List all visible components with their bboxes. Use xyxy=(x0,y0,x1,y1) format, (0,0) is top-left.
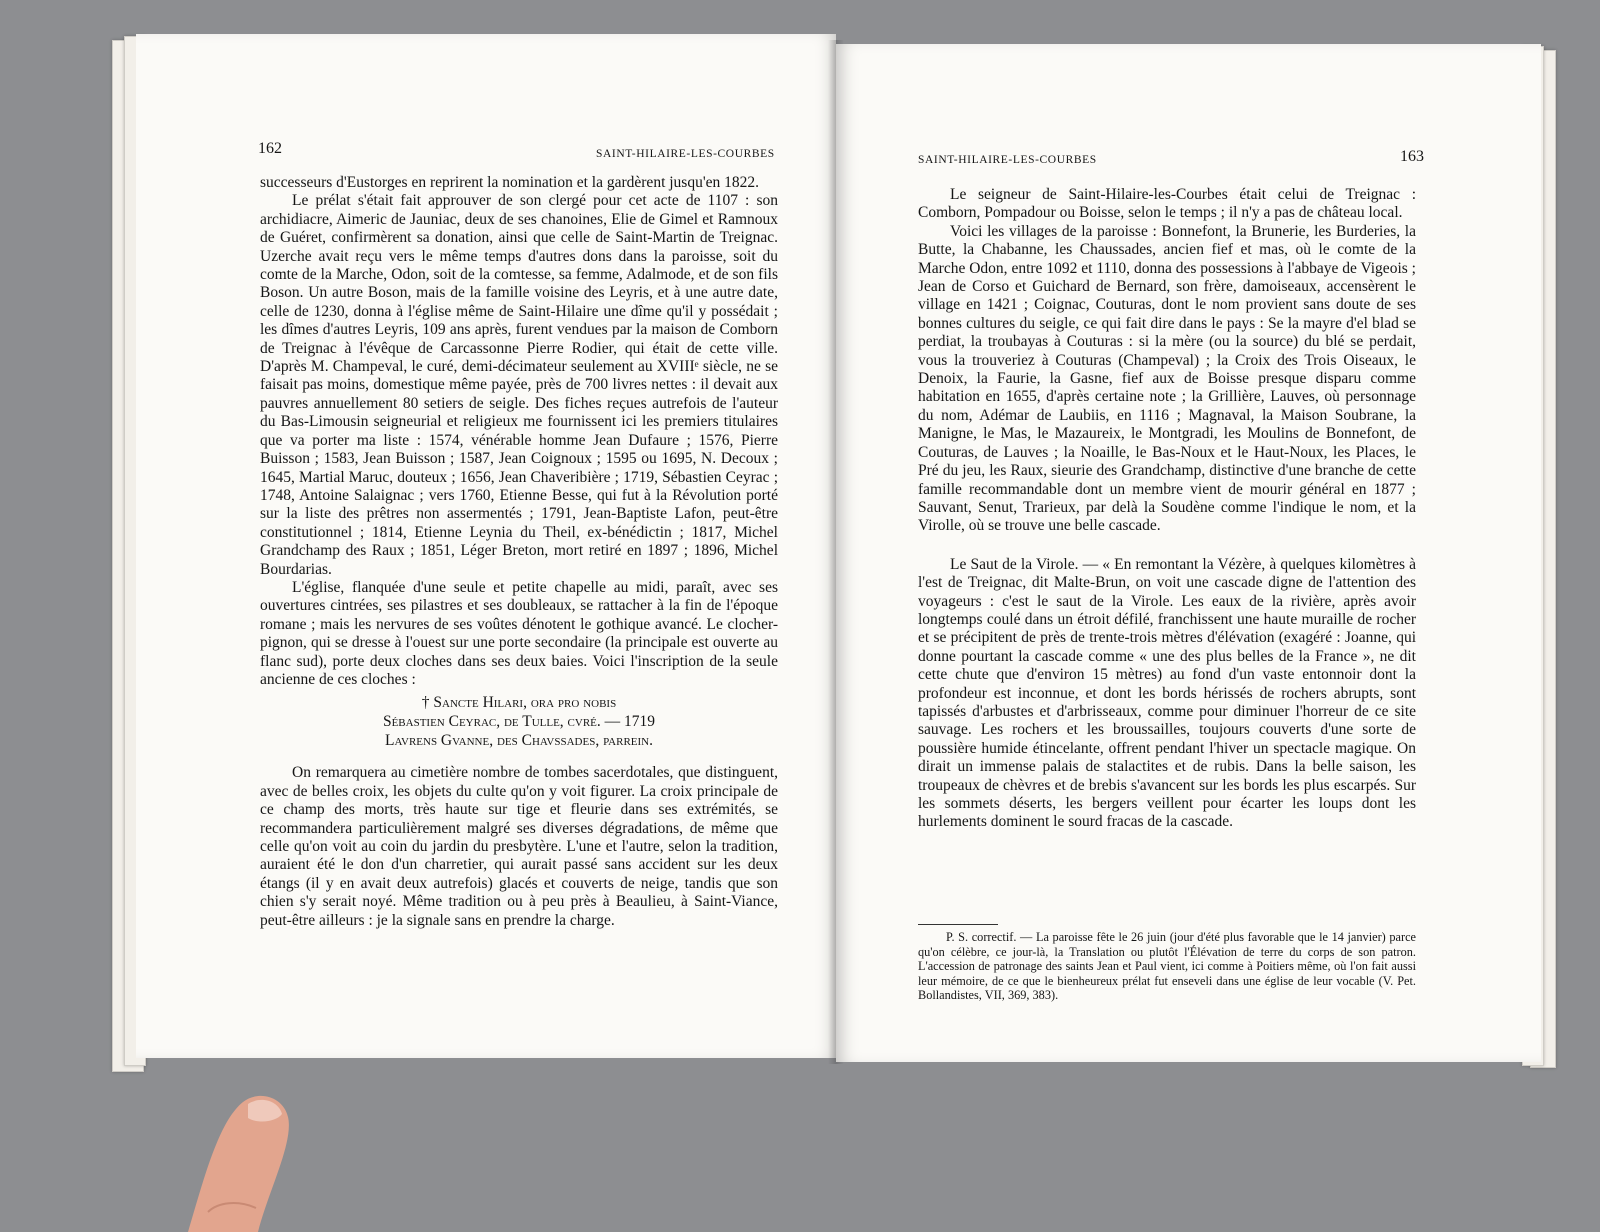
running-head: SAINT-HILAIRE-LES-COURBES xyxy=(918,154,1097,166)
inscription-line: Sébastien Ceyrac, de Tulle, cvré. — 1719 xyxy=(382,713,656,731)
paragraph: L'église, flanquée d'une seule et petite chapelle au midi, paraît, avec ses ouvertures cintrées, ses pilastres et ses doubleaux, se rattacher à la fin de l'époque romane ; mais les nervures de ses voûtes dénotent le gothique avancé. Le clocher-pignon, qui se dresse à l'ouest sur une porte secondaire (la principale est ouverte au flanc sud), porte deux cloches dans ses deux baies. Voici l'inscription de la seule ancienne de ces cloches : xyxy=(260,578,778,688)
paragraph: Le Saut de la Virole. — « En remontant la Vézère, à quelques kilomètres à l'est de Treignac, dit Malte-Brun, on voit une cascade digne de l'attention des voyageurs : c'est le saut de la Virole. Les eaux de la rivière, après avoir longtemps coulé dans un étroit défilé, franchissent une haute muraille de rocher et se précipitent de près de trente-trois mètres d'élévation (exagéré : Joanne, qui donne pourtant la cascade comme « une des plus belles de la France », ne dit cette chute que d'environ 15 mètres) au fond d'un vaste entonnoir dont la profondeur est inconnue, et dont les bords hérissés de rochers abrupts, sont tapissés d'arbustes et d'arbrisseaux, comme pour diminuer l'horreur de ce site sauvage. Les rochers et les broussailles, toujours couverts d'une sorte de poussière humide étincelante, offrent pendant l'hiver un spectacle magique. On dirait un immense palais de stalactites et de rubis. Dans la belle saison, les troupeaux de chèvres et de brebis s'avancent sur les bords les plus escarpés. Sur les sommets déserts, les bergers veillent pour écarter les loups dont les hurlements dominent le sourd fracas de la cascade. xyxy=(918,555,1416,831)
footnote-text: P. S. correctif. — La paroisse fête le 26 juin (jour d'été plus favorable que le 14 janvier) parce qu'on célèbre, ce jour-là, la Translation ou plutôt l'Élévation de terre du corps de son patron. L'accession de patronage des saints Jean et Paul vient, ici comme à Poitiers même, où l'on fait aussi leur mémoire, de ce que le bienheureux prélat fut enseveli dans une église de leur vocable (V. Pet. Bollandistes, VII, 369, 383). xyxy=(918,930,1416,1003)
finger xyxy=(148,1082,298,1232)
paragraph: Le prélat s'était fait approuver de son clergé pour cet acte de 1107 : son archidiacre, Aimeric de Jauniac, deux de ses chanoines, Elie de Gimel et Ramnoux de Guéret, confirmèrent sa donation, ainsi que celle de Saint-Martin de Treignac. Uzerche avait reçu vers le même temps d'autres dons dans la paroisse, soit du comte de la Marche, Odon, soit de la comtesse, sa femme, Adalmode, et de son fils Boson. Un autre Boson, mais de la famille voisine des Leyris, et à une autre date, celle de 1230, donna à l'église même de Saint-Hilaire une dîme qu'il y possédait ; les dîmes d'autres Leyris, 109 ans après, furent vendues par la maison de Comborn de Treignac à l'évêque de Carcassonne Pierre Rodier, qui était de cette ville. D'après M. Champeval, le curé, demi-décimateur seulement au XVIIIᵉ siècle, ne se faisait pas moins, domestique même payée, près de 700 livres nettes : il devait aux pauvres annuellement 80 setiers de seigle. Des fiches reçues autrefois de l'auteur du Bas-Limousin seigneurial et religieux me fournissent ici les premiers titulaires que va porter ma liste : 1574, vénérable homme Jean Dufaure ; 1576, Pierre Buisson ; 1583, Jean Buisson ; 1587, Jean Coignoux ; 1595 ou 1695, N. Decoux ; 1645, Martial Maruc, douteux ; 1656, Jean Chaveribière ; 1719, Sébastien Ceyrac ; 1748, Antoine Salaignac ; vers 1760, Etienne Besse, qui fut à la Révolution porté sur la liste des prêtres non assermentés ; 1791, Jean-Baptiste Lafon, peut-être constitutionnel ; 1814, Etienne Leynia du Theil, ex-bénédictin ; 1817, Michel Grandchamp des Raux ; 1851, Léger Breton, mort retiré en 1897 ; 1896, Michel Bourdarias. xyxy=(260,192,778,578)
footnote-rule xyxy=(918,924,998,925)
inscription-line: † Sancte Hilari, ora pro nobis xyxy=(421,694,617,712)
paragraph: Le seigneur de Saint-Hilaire-les-Courbes était celui de Treignac : Comborn, Pompadour ou Boisse, selon le temps ; il n'y a pas de château local. xyxy=(918,186,1416,222)
page-number: 162 xyxy=(258,140,282,157)
right-page xyxy=(836,44,1541,1062)
running-head: SAINT-HILAIRE-LES-COURBES xyxy=(596,148,775,160)
footnote xyxy=(918,930,1416,1003)
paragraph: successeurs d'Eustorges en reprirent la nomination et la gardèrent jusqu'en 1822. xyxy=(260,174,760,191)
bell-inscription xyxy=(260,693,778,750)
page-number: 163 xyxy=(1400,148,1424,165)
left-text-block xyxy=(260,174,778,930)
inscription-line: Lavrens Gvanne, des Chavssades, parrein. xyxy=(385,732,653,750)
paragraph: On remarquera au cimetière nombre de tombes sacerdotales, que distinguent, avec de belles croix, les objets du culte qu'on y voit figurer. La croix principale de ce champ des morts, très haute sur tige et fleurie dans ses extrémités, se recommandera particulièrement malgré ses diverses dégradations, de même que celle qu'on voit au coin du jardin du presbytère. L'une et l'autre, selon la tradition, auraient été le don d'un charretier, qui aurait passé sans accident sur les deux étangs (il y en avait deux autrefois) glacés et couverts de neige, tandis que son chien s'y serait noyé. Même tradition ou à peu près à Beaulieu, à Saint-Viance, peut-être ailleurs : je la signale sans en prendre la charge. xyxy=(260,764,778,929)
left-page xyxy=(136,34,836,1058)
right-text-block xyxy=(918,186,1416,832)
paragraph: Voici les villages de la paroisse : Bonnefont, la Brunerie, les Burderies, la Butte, la Chabanne, les Chaussades, ancien fief et mas, où le comte de la Marche Odon, entre 1092 et 1110, donna des possessions à l'abbaye de Vigeois ; Jean de Corso et Guichard de Bernard, son frère, damoiseaux, accensèrent le village en 1421 ; Coignac, Couturas, dont le nom provient sans doute de ses bonnes cultures du seigle, ce qui fait dire dans le pays : Se la mayre d'el blad se perdiat, la troubayas à Couturas : si la mère (ou la source) du blé se perdait, vous la trouveriez à Couturas (Champeval) ; la Croix des Trois Oiseaux, le Denoix, la Faurie, la Gasne, fief aux de Boisse presque disparu comme habitation en 1655, d'après certaine note ; la Grillière, Lauves, où personnage du nom, Adémar de Laubiis, en 1116 ; Magnaval, la Maison Soubrane, la Manigne, le Mas, le Mazaureix, le Montgradi, les Moulins de Bonnefont, de Couturas, de Lauves ; la Noaille, le Bas-Noux et le Haut-Noux, les Places, le Pré du jeu, les Raux, sieurie des Grandchamp, distinctive d'une branche de cette famille recommandable dont un membre vient de mourir général en 1877 ; Sauvant, Senut, Trarieux, par delà la Soudène comme l'indique le nom, et la Virolle, où se trouve une belle cascade. xyxy=(918,222,1416,535)
